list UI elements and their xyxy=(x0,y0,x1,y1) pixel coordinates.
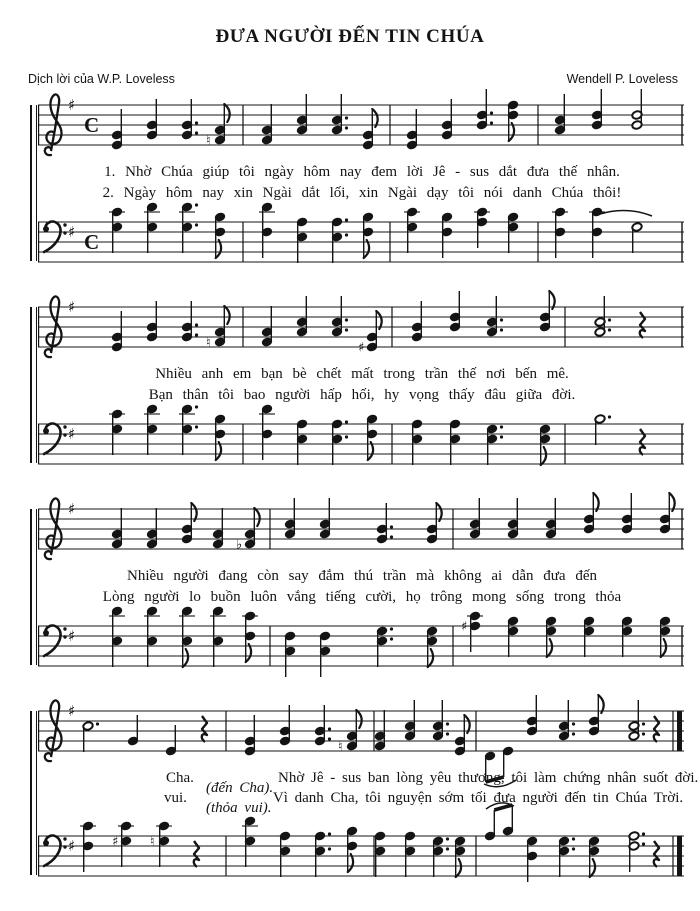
svg-text:♮: ♮ xyxy=(206,133,211,149)
svg-text:♯: ♯ xyxy=(68,702,76,720)
treble-staff-2 xyxy=(38,291,686,363)
svg-text:♮: ♮ xyxy=(206,335,211,351)
credits-row xyxy=(0,72,700,89)
bass-staff-2 xyxy=(38,408,686,480)
svg-text:♯: ♯ xyxy=(358,340,365,356)
svg-text:C: C xyxy=(84,230,100,254)
credit-translator: Dịch lời của W.P. Loveless xyxy=(28,72,175,86)
lyrics-line-verse1: Nhiều anh em bạn bè chết mất trong trần thế nơi bến mê. xyxy=(155,366,569,382)
lyrics-line-verse2: 2. Ngày hôm nay xin Ngài dắt lối, xin Ngài dạy tôi nói danh Chúa thôi! xyxy=(102,185,622,201)
lyrics-echo-1: (đến Cha). xyxy=(206,780,274,796)
music-system-2 xyxy=(38,291,686,480)
lyrics-line-verse2: Vì danh Cha, tôi nguyện sớm tối đưa người đến tin Chúa Trời. xyxy=(272,790,684,806)
music-system-4 xyxy=(38,695,699,892)
svg-text:♯: ♯ xyxy=(68,298,76,316)
lyrics-line-verse1: Nhiều người đang còn say đắm thú trần mà không ai dẫn đưa đến xyxy=(126,568,597,584)
treble-staff-3 xyxy=(38,493,686,565)
lyrics-line-verse2: Lòng người lo buồn luôn vắng tiếng cười, họ trông mong sống trong thỏa xyxy=(102,589,622,605)
system-bracket xyxy=(30,105,37,261)
bass-staff-1 xyxy=(38,206,686,278)
lyrics-block-1 xyxy=(38,161,686,206)
svg-text:♯: ♯ xyxy=(68,500,76,518)
system-bracket xyxy=(30,711,37,875)
svg-text:C: C xyxy=(84,113,100,137)
bass-staff-3 xyxy=(38,610,686,682)
lyrics-block-4 xyxy=(38,767,699,820)
bass-staff-4 xyxy=(38,820,686,892)
svg-text:♯: ♯ xyxy=(68,223,76,241)
credit-composer: Wendell P. Loveless xyxy=(566,72,678,86)
lyrics-word-cha: Cha. xyxy=(166,770,194,786)
svg-text:♮: ♮ xyxy=(338,739,343,755)
svg-text:♯: ♯ xyxy=(461,619,468,635)
system-bracket xyxy=(30,307,37,463)
treble-staff-1 xyxy=(38,89,686,161)
svg-text:♯: ♯ xyxy=(68,837,76,855)
lyrics-block-2 xyxy=(38,363,686,408)
svg-text:♮: ♮ xyxy=(150,834,155,850)
system-bracket xyxy=(30,509,37,665)
svg-text:♯: ♯ xyxy=(68,425,76,443)
svg-text:♯: ♯ xyxy=(68,96,76,114)
lyrics-echo-2: (thỏa vui). xyxy=(206,800,272,816)
music-system-1 xyxy=(38,89,686,278)
svg-text:♯: ♯ xyxy=(112,834,119,850)
lyrics-line-verse1: Nhờ Jê - sus ban lòng yêu thương, tôi làm chứng nhân suốt đời. xyxy=(278,770,699,786)
lyrics-block-3 xyxy=(38,565,686,610)
svg-text:♯: ♯ xyxy=(68,627,76,645)
treble-staff-4 xyxy=(38,695,686,767)
svg-text:♭: ♭ xyxy=(236,537,243,553)
lyrics-line-verse1: 1. Nhờ Chúa giúp tôi ngày hôm nay đem lời Jê - sus dắt đưa thế nhân. xyxy=(104,164,620,180)
lyrics-word-vui: vui. xyxy=(164,790,187,806)
music-system-3 xyxy=(38,493,686,682)
lyrics-line-verse2: Bạn thân tôi bao người hấp hối, hy vọng thấy đâu giữa đời. xyxy=(148,387,576,403)
song-title: ĐƯA NGƯỜI ĐẾN TIN CHÚA xyxy=(215,26,485,47)
